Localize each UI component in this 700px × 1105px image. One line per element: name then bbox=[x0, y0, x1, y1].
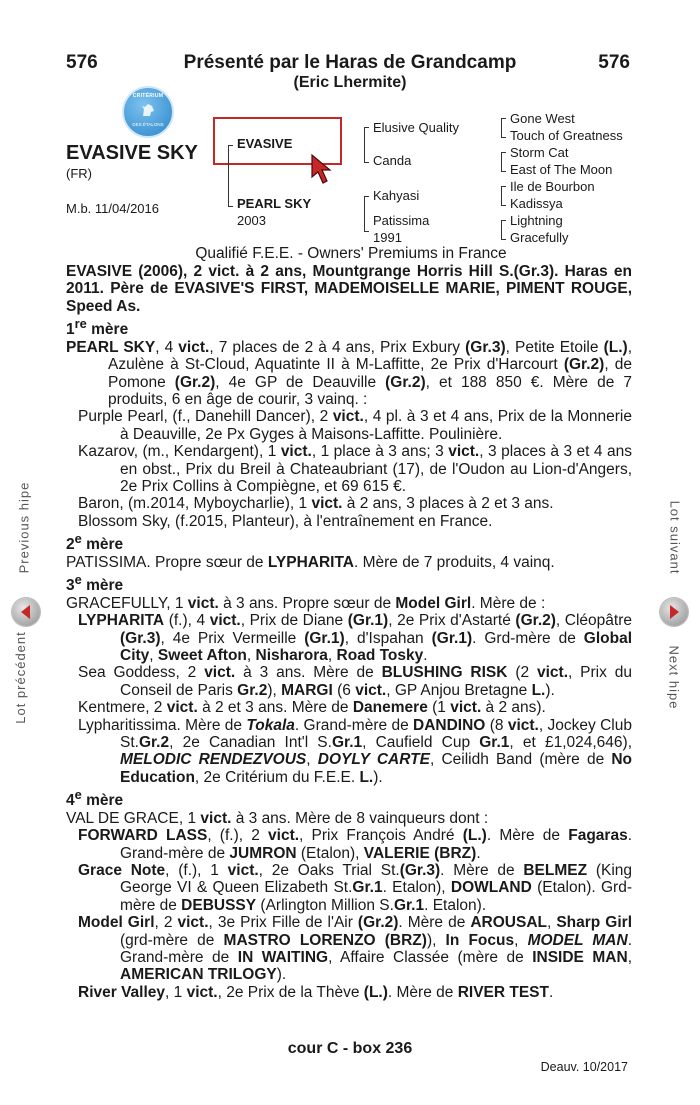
pedigree-dam[interactable]: PEARL SKY bbox=[237, 196, 312, 211]
pedigree-ss-sire: Gone West bbox=[510, 111, 575, 126]
pedigree-sd-sire: Storm Cat bbox=[510, 145, 569, 160]
bracket-g4 bbox=[501, 220, 506, 240]
second-dam-entry: PATISSIMA. Propre sœur de LYPHARITA. Mère de 7 produits, 4 vainq. bbox=[66, 553, 555, 571]
presenter-subtitle: (Eric Lhermite) bbox=[293, 74, 407, 91]
bracket-g2 bbox=[501, 152, 506, 172]
produce-river-valley: River Valley, 1 vict., 2e Prix de la Thève (L.). Mère de RIVER TEST. bbox=[78, 983, 554, 1001]
presenter-title: Présenté par le Haras de Grandcamp bbox=[183, 52, 517, 73]
produce-grace-note: Grace Note, (f.), 1 vict., 2e Oaks Trial St.(Gr.3). Mère de BELMEZ (King George VI & Queen Elizabeth St.Gr.1. Etalon), DOWLAND (Etalon). Grd-mère de DEBUSSY (Arlington Million S.Gr.1. Etalon). bbox=[78, 862, 633, 914]
pedigree-sd-dam: East of The Moon bbox=[510, 162, 613, 177]
produce-blossom-sky: Blossom Sky, (f.2015, Planteur), à l'entraînement en France. bbox=[78, 512, 493, 530]
qualification-line: Qualifié F.E.E. - Owners' Premiums in France bbox=[195, 245, 507, 262]
catalogue-body bbox=[66, 263, 632, 1001]
lot-number-left: 576 bbox=[66, 52, 98, 73]
pedigree-dd-dam: Gracefully bbox=[510, 230, 569, 245]
pedigree-ds-dam: Kadissya bbox=[510, 196, 563, 211]
bracket-g1 bbox=[501, 118, 506, 138]
next-lot-button[interactable] bbox=[660, 598, 688, 626]
bracket-sire-parents bbox=[364, 127, 369, 163]
pedigree-dam-dam-year: 1991 bbox=[373, 230, 402, 245]
previous-lot-label: Lot précédent bbox=[12, 631, 28, 724]
pedigree-dam-year: 2003 bbox=[237, 213, 266, 228]
produce-kentmere: Kentmere, 2 vict. à 2 et 3 ans. Mère de Danemere (1 vict. à 2 ans). bbox=[78, 699, 546, 717]
bracket-dam-parents bbox=[364, 196, 369, 232]
pedigree-ss-dam: Touch of Greatness bbox=[510, 128, 623, 143]
bracket-g3 bbox=[501, 186, 506, 206]
badge-line1: CRITÉRIUM bbox=[132, 93, 164, 99]
horse-head-icon bbox=[140, 103, 156, 117]
third-dam-entry: GRACEFULLY, 1 vict. à 3 ans. Propre sœur de Model Girl. Mère de : bbox=[66, 594, 546, 612]
produce-kazarov: Kazarov, (m., Kendargent), 1 vict., 1 place à 3 ans; 3 vict., 3 places à 3 et 4 ans en obst., Prix du Breil à Chateaubriant (17), de l'Oudon au Lion-d'Angers, 2e Prix Collins à Compiègne, et 69 615 €. bbox=[78, 443, 632, 496]
section-fourth-dam: 4e mère bbox=[66, 787, 124, 810]
footer-edition: Deauv. 10/2017 bbox=[540, 1060, 628, 1074]
next-lot-label: Lot suivant bbox=[667, 500, 683, 575]
produce-model-girl: Model Girl, 2 vict., 3e Prix Fille de l'Air (Gr.2). Mère de AROUSAL, Sharp Girl (grd-mère de MASTRO LORENZO (BRZ)), In Focus, MODEL MAN. Grand-mère de IN WAITING, Affaire Classée (mère de INSIDE MAN, AMERICAN TRILOGY). bbox=[78, 914, 632, 984]
lot-number-right: 576 bbox=[598, 52, 630, 73]
footer-location: cour C - box 236 bbox=[287, 1040, 413, 1057]
next-hipe-label: Next hipe bbox=[666, 645, 682, 710]
cursor-arrow-icon bbox=[310, 153, 338, 187]
next-lot-nav[interactable] bbox=[648, 470, 700, 770]
produce-sea-goddess: Sea Goddess, 2 vict. à 3 ans. Mère de BLUSHING RISK (2 vict., Prix du Conseil de Paris Gr.2), MARGI (6 vict., GP Anjou Bretagne L.). bbox=[78, 664, 632, 699]
arrow-right-icon bbox=[660, 598, 688, 626]
pedigree-sire-sire: Elusive Quality bbox=[373, 120, 459, 135]
pedigree-dam-dam: Patissima bbox=[373, 213, 430, 228]
horse-name: EVASIVE SKY bbox=[66, 142, 198, 164]
produce-lypharita: LYPHARITA (f.), 4 vict., Prix de Diane (Gr.1), 2e Prix d'Astarté (Gr.2), Cléopâtre (Gr.3), 4e Prix Vermeille (Gr.1), d'Ispahan (Gr.1). Grd-mère de Global City, Sweet Afton, Nisharora, Road Tosky. bbox=[78, 612, 633, 664]
pedigree-sire[interactable]: EVASIVE bbox=[237, 136, 293, 151]
horse-country: (FR) bbox=[66, 166, 92, 181]
horse-birth: M.b. 11/04/2016 bbox=[66, 201, 159, 216]
produce-forward-lass: FORWARD LASS, (f.), 2 vict., Prix François André (L.). Mère de Fagaras. Grand-mère de JUMRON (Etalon), VALERIE (BRZ). bbox=[78, 827, 632, 862]
produce-lypharitissima: Lypharitissima. Mère de Tokala. Grand-mère de DANDINO (8 vict., Jockey Club St.Gr.2, 2e Canadian Int'l S.Gr.1, Caufield Cup Gr.1, et £1,024,646), MELODIC RENDEZVOUS, DOYLY CARTE, Ceilidh Band (mère de No Education, 2e Critérium du F.E.E. L.). bbox=[78, 716, 633, 786]
produce-baron: Baron, (m.2014, Myboycharlie), 1 vict. à 2 ans, 3 places à 2 et 3 ans. bbox=[78, 495, 554, 513]
previous-hipe-label: Previous hipe bbox=[16, 481, 32, 574]
section-first-dam: 1re mère bbox=[66, 316, 129, 339]
criterium-badge-icon bbox=[122, 86, 174, 138]
arrow-left-icon bbox=[12, 598, 40, 626]
pedigree-ds-sire: Ile de Bourbon bbox=[510, 179, 595, 194]
badge-line2: DES ÉTALONS bbox=[132, 122, 164, 127]
produce-purple-pearl: Purple Pearl, (f., Danehill Dancer), 2 vict., 4 pl. à 3 et 4 ans, Prix de la Monnerie à Deauville, 2e Px Gyges à Maisons-Laffitte. Poulinière. bbox=[78, 408, 632, 443]
previous-lot-nav[interactable] bbox=[0, 470, 52, 770]
bracket-sire-dam bbox=[228, 145, 233, 207]
fourth-dam-entry: VAL DE GRACE, 1 vict. à 3 ans. Mère de 8 vainqueurs dont : bbox=[66, 809, 489, 827]
first-dam-entry: PEARL SKY, 4 vict., 7 places de 2 à 4 ans, Prix Exbury (Gr.3), Petite Etoile (L.), Azulène à St-Cloud, Aquatinte II à M-Laffitte, 2e Prix d'Harcourt (Gr.2), de Pomone (Gr.2), 4e GP de Deauville (Gr.2), et 188 850 €. Mère de 7 produits, 6 en âge de courir, 3 vainq. : bbox=[66, 338, 632, 408]
pedigree-dd-sire: Lightning bbox=[510, 213, 563, 228]
pedigree-sire-dam: Canda bbox=[373, 153, 412, 168]
section-second-dam: 2e mère bbox=[66, 531, 124, 554]
previous-lot-button[interactable] bbox=[12, 598, 40, 626]
section-third-dam: 3e mère bbox=[66, 572, 124, 595]
pedigree-dam-sire: Kahyasi bbox=[373, 188, 420, 203]
sire-summary: EVASIVE (2006), 2 vict. à 2 ans, Mountgrange Horris Hill S.(Gr.3). Haras en 2011. Père de EVASIVE'S FIRST, MADEMOISELLE MARIE, PIMENT ROUGE, Speed As. bbox=[66, 263, 632, 315]
